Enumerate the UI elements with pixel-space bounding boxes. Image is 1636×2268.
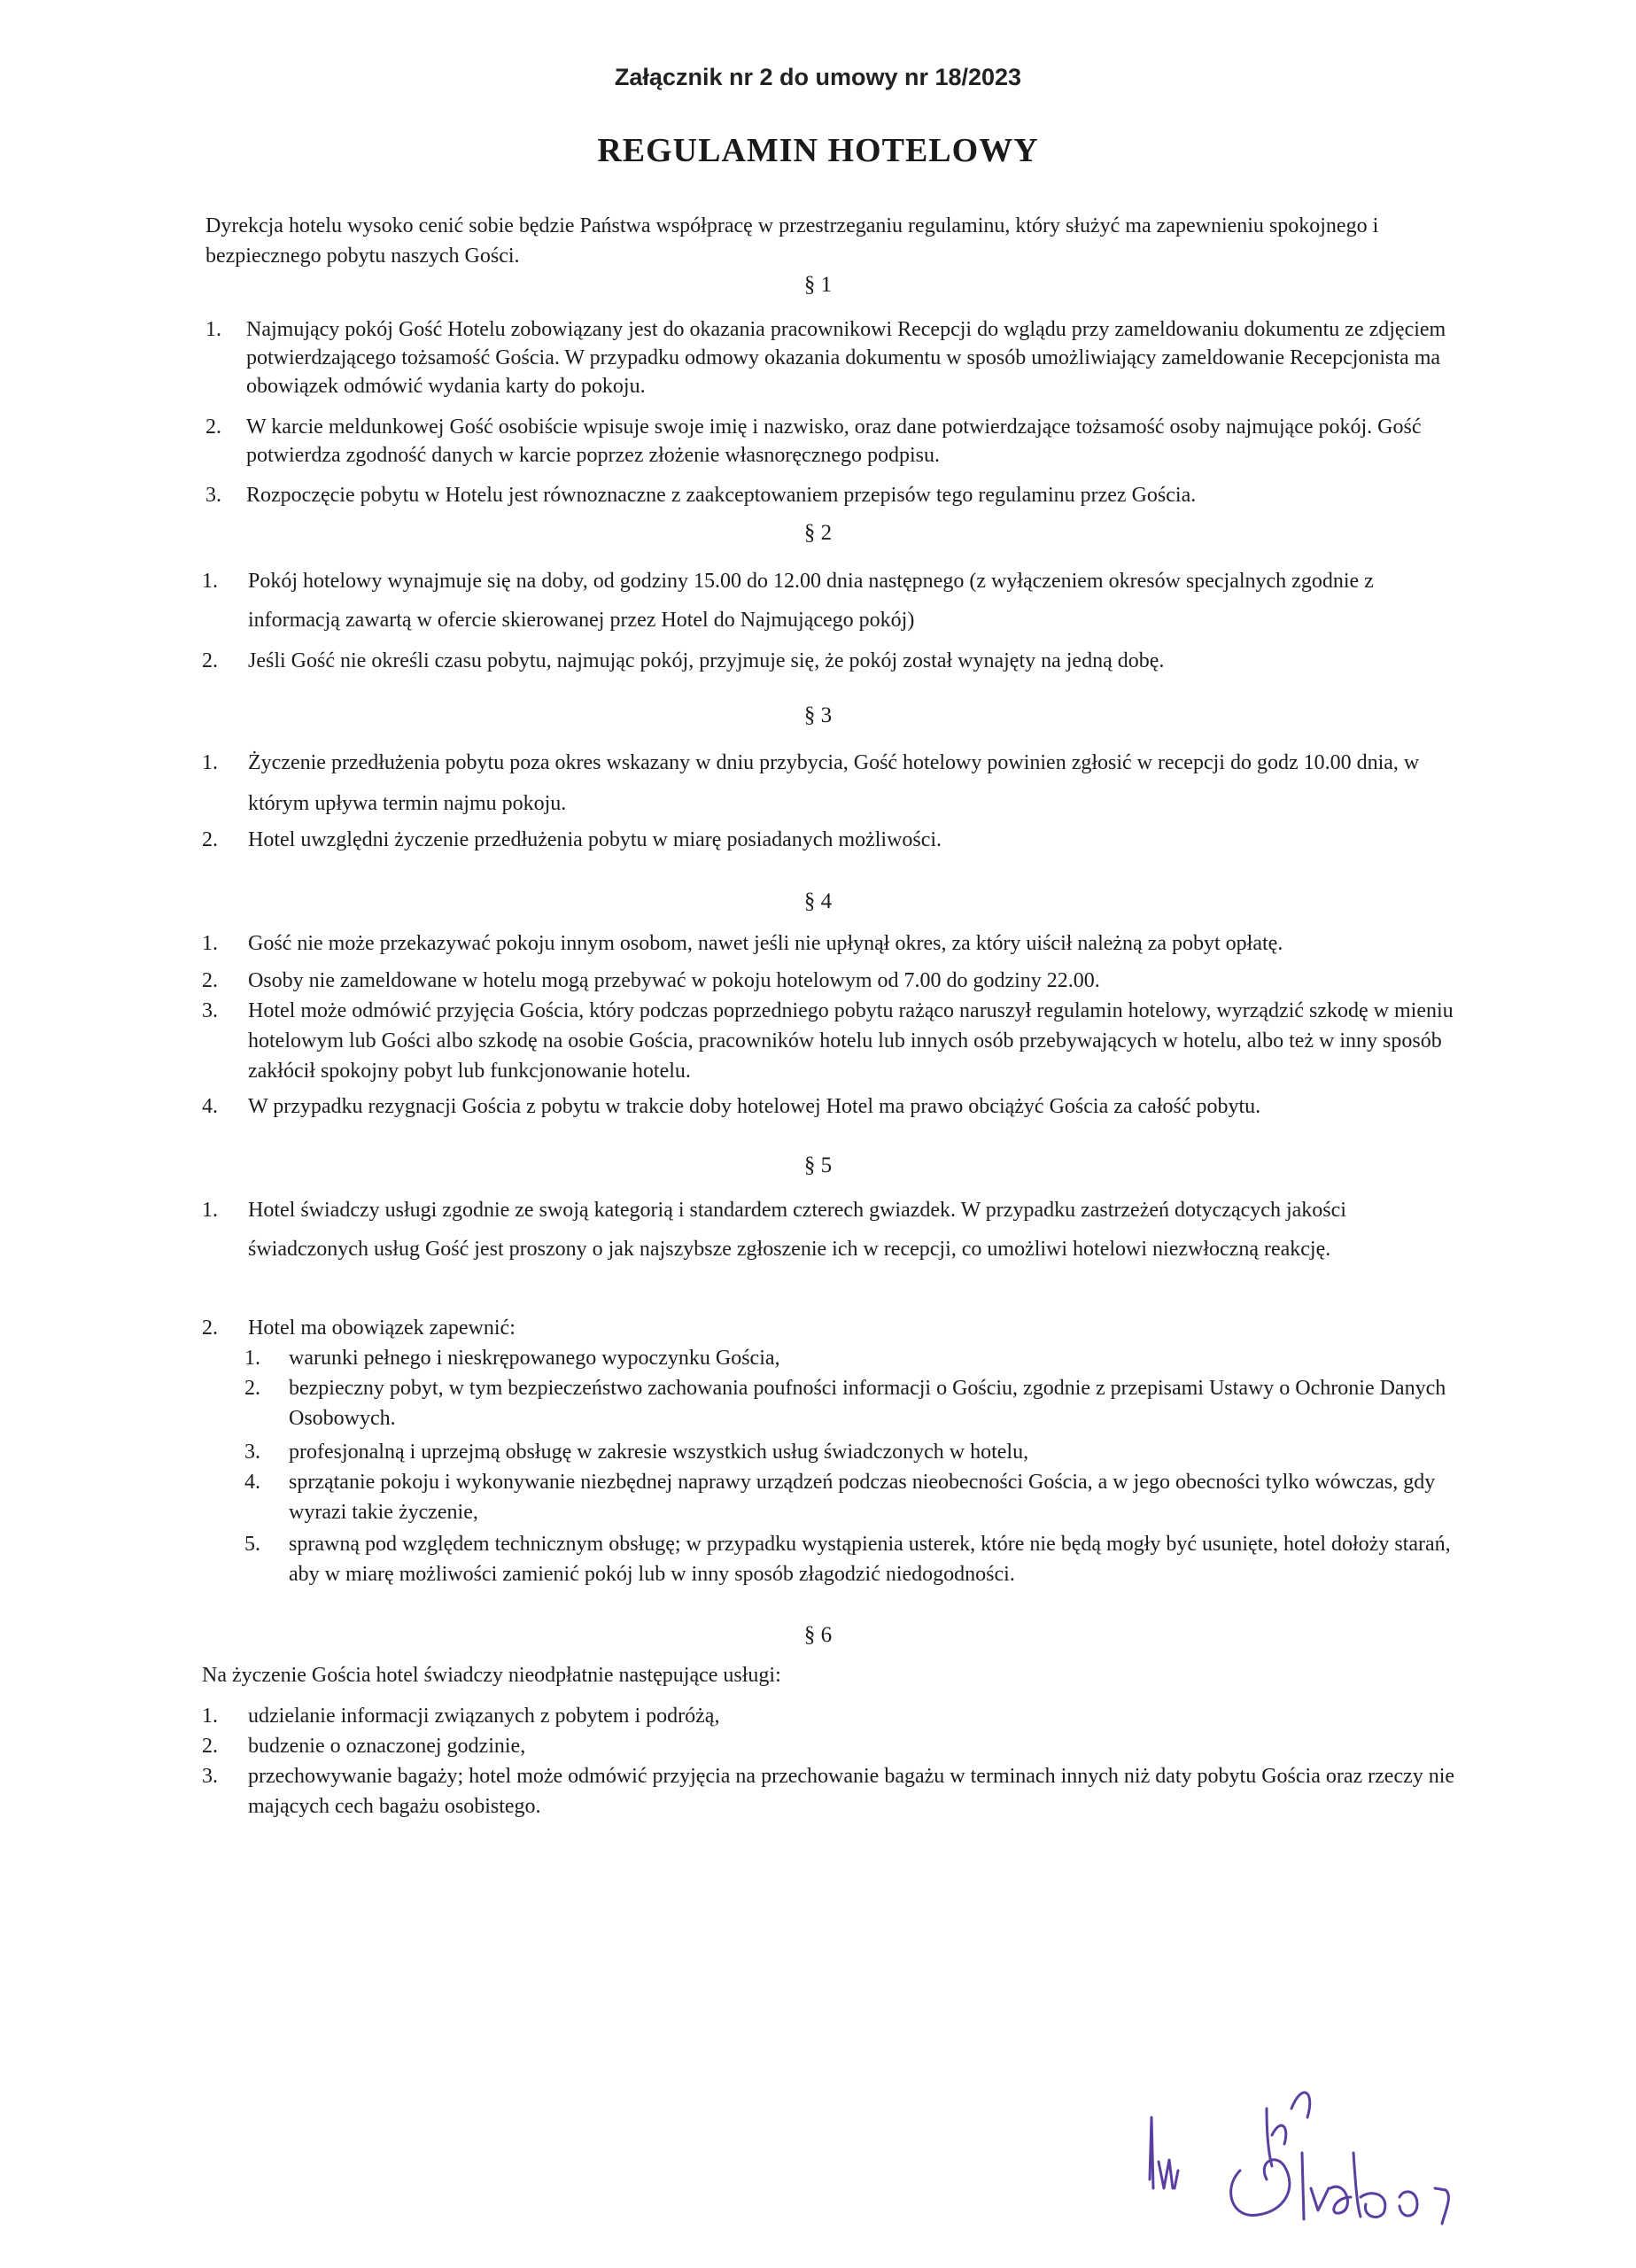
item-number: 3. xyxy=(205,484,221,507)
item-number: 2. xyxy=(202,1735,218,1758)
item-number: 2. xyxy=(202,828,218,851)
item-text: udzielanie informacji związanych z pobytem i podróżą, xyxy=(248,1705,720,1728)
item-text: Rozpoczęcie pobytu w Hotelu jest równoznaczne z zaakceptowaniem przepisów tego regulaminu przez Gościa. xyxy=(246,484,1197,507)
item-number: 3. xyxy=(202,999,218,1022)
item-number: 3. xyxy=(202,1765,218,1788)
item-number: 2. xyxy=(244,1377,260,1400)
item-text: budzenie o oznaczonej godzinie, xyxy=(248,1735,526,1758)
item-text: przechowywanie bagaży; hotel może odmówić przyjęcia na przechowanie bagażu w terminach innych niż daty pobytu Gościa oraz rzeczy nie mających cech bagażu osobistego. xyxy=(248,1765,1455,1818)
item-number: 4. xyxy=(244,1471,260,1494)
item-text: Hotel ma obowiązek zapewnić: xyxy=(248,1317,516,1340)
item-number: 2. xyxy=(205,416,221,439)
item-number: 1. xyxy=(244,1347,260,1370)
item-number: 1. xyxy=(202,932,218,955)
section-heading-4: § 4 xyxy=(803,889,833,913)
section-heading-2: § 2 xyxy=(803,521,833,545)
item-text: W przypadku rezygnacji Gościa z pobytu w trakcie doby hotelowej Hotel ma prawo obciążyć Gościa za całość pobytu. xyxy=(248,1095,1261,1118)
item-text: bezpieczny pobyt, w tym bezpieczeństwo zachowania poufności informacji o Gościu, zgodnie z przepisami Ustawy o Ochronie Danych Osobowych. xyxy=(289,1377,1446,1430)
item-text: Hotel uwzględni życzenie przedłużenia pobytu w miarę posiadanych możliwości. xyxy=(248,828,942,851)
section-heading-6: § 6 xyxy=(803,1623,833,1647)
item-number: 1. xyxy=(202,570,218,593)
item-number: 1. xyxy=(202,1199,218,1222)
item-number: 2. xyxy=(202,969,218,992)
section-heading-3: § 3 xyxy=(803,703,833,727)
item-text: Jeśli Gość nie określi czasu pobytu, najmując pokój, przyjmuje się, że pokój został wynajęty na jedną dobę. xyxy=(248,649,1165,672)
section-heading-1: § 1 xyxy=(803,273,833,297)
item-number: 2. xyxy=(202,1317,218,1340)
item-number: 1. xyxy=(202,1705,218,1728)
item-number: 3. xyxy=(244,1441,260,1464)
item-number: 5. xyxy=(244,1533,260,1556)
item-number: 1. xyxy=(205,318,221,341)
item-text: Najmujący pokój Gość Hotelu zobowiązany jest do okazania pracownikowi Recepcji do wglądu przy zameldowaniu dokumentu ze zdjęciem potwierdzającego tożsamość Gościa. W przypadku odmowy okazania dokumentu w sposób umożliwiający zameldowanie Recepcjonista ma obowiązek odmówić wydania karty do pokoju. xyxy=(246,318,1446,398)
item-text: Gość nie może przekazywać pokoju innym osobom, nawet jeśli nie upłynął okres, za który uiścił należną za pobyt opłatę. xyxy=(248,932,1283,955)
item-text: warunki pełnego i nieskrępowanego wypoczynku Gościa, xyxy=(289,1347,780,1370)
item-text: sprzątanie pokoju i wykonywanie niezbędnej naprawy urządzeń podczas nieobecności Gościa, a w jego obecności tylko wówczas, gdy wyrazi takie życzenie, xyxy=(289,1471,1436,1524)
section-heading-5: § 5 xyxy=(803,1153,833,1177)
item-text: Hotel świadczy usługi zgodnie ze swoją kategorią i standardem czterech gwiazdek. W przypadku zastrzeżeń dotyczących jakości świadczonych usług Gość jest proszony o jak najszybsze zgłoszenie ich w recepcji, co umożliwi hotelowi niezwłoczną reakcję. xyxy=(248,1199,1346,1261)
item-text: W karcie meldunkowej Gość osobiście wpisuje swoje imię i nazwisko, oraz dane potwierdzające tożsamość osoby najmujące pokój. Gość potwierdza zgodność danych w karcie poprzez złożenie własnoręcznego podpisu. xyxy=(246,416,1422,467)
item-text: Hotel może odmówić przyjęcia Gościa, który podczas poprzedniego pobytu rażąco naruszył regulamin hotelowy, wyrządzić szkodę w mieniu hotelowym lub Gości albo szkodę na osobie Gościa, pracowników hotelu lub innych osób przebywających w hotelu, albo też w inny sposób zakłócił spokojny pobyt lub funkcjonowanie hotelu. xyxy=(248,999,1454,1083)
item-number: 2. xyxy=(202,649,218,672)
item-number: 4. xyxy=(202,1095,218,1118)
item-text: Pokój hotelowy wynajmuje się na doby, od godziny 15.00 do 12.00 dnia następnego (z wyłączeniem okresów specjalnych zgodnie z informacją zawartą w ofercie skierowanej przez Hotel do Najmującego pokój) xyxy=(248,570,1374,632)
signature-drawing xyxy=(1134,2055,1550,2233)
s6-lead: Na życzenie Gościa hotel świadczy nieodpłatnie następujące usługi: xyxy=(202,1664,781,1687)
item-number: 1. xyxy=(202,751,218,774)
handwritten-signature xyxy=(1134,2055,1550,2233)
item-text: Życzenie przedłużenia pobytu poza okres wskazany w dniu przybycia, Gość hotelowy powinien zgłosić w recepcji do godz 10.00 dnia, w którym upływa termin najmu pokoju. xyxy=(248,751,1420,815)
item-text: Osoby nie zameldowane w hotelu mogą przebywać w pokoju hotelowym od 7.00 do godziny 22.00. xyxy=(248,969,1100,992)
document-title: REGULAMIN HOTELOWY xyxy=(597,132,1039,169)
item-text: sprawną pod względem technicznym obsługę; w przypadku wystąpienia usterek, które nie będą mogły być usunięte, hotel dołoży starań, aby w miarę możliwości zamienić pokój lub w inny sposób złagodzić niedogodności. xyxy=(289,1533,1451,1586)
signature-strokes xyxy=(1150,2093,1448,2224)
intro-paragraph: Dyrekcja hotelu wysoko cenić sobie będzie Państwa współpracę w przestrzeganiu regulaminu, który służyć ma zapewnieniu spokojnego i bezpiecznego pobytu naszych Gości. xyxy=(205,214,1379,268)
annex-heading: Załącznik nr 2 do umowy nr 18/2023 xyxy=(614,64,1022,90)
item-text: profesjonalną i uprzejmą obsługę w zakresie wszystkich usług świadczonych w hotelu, xyxy=(289,1441,1029,1464)
